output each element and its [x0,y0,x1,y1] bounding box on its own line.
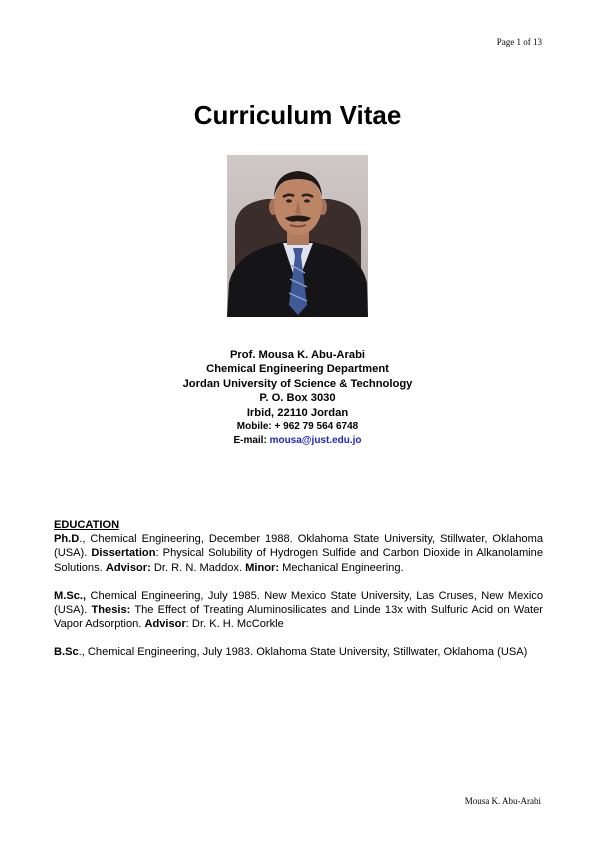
email-link[interactable]: mousa@just.edu.jo [269,435,362,447]
bsc-degree: B.Sc [54,646,79,659]
education-section [54,518,543,660]
education-entry-msc [54,589,543,632]
phd-advisor: Dr. R. N. Maddox. [150,561,246,574]
msc-advisor: : Dr. K. H. McCorkle [185,618,284,631]
phd-minor: Mechanical Engineering. [279,561,404,574]
contact-university: Jordan University of Science & Technology [182,377,413,390]
contact-city: Irbid, 22110 Jordan [246,406,349,419]
contact-block [0,348,595,448]
phd-dissertation-label: Dissertation [91,547,156,560]
msc-thesis-label: Thesis: [91,604,131,617]
phd-minor-label: Minor: [245,561,280,574]
phd-details: ., Chemical Engineering, December 1988. Oklahoma State University, Stillwater, Oklahoma (USA). [54,533,543,560]
msc-thesis: The Effect of Treating Aluminosilicates and Linde 13x with Sulfuric Acid on Water Vapor Adsorption. [54,604,543,631]
profile-photo [227,155,368,317]
email-label: E-mail: [233,435,270,447]
msc-advisor-label: Advisor [144,618,186,631]
msc-degree: M.Sc., [54,589,87,602]
education-entry-bsc [54,645,543,659]
education-heading: EDUCATION [54,519,120,531]
contact-name: Prof. Mousa K. Abu-Arabi [229,349,366,361]
footer-author: Mousa K. Abu-Arabi [464,796,541,806]
phd-degree: Ph.D [54,533,80,546]
page-number: Page 1 of 13 [496,37,542,47]
phd-advisor-label: Advisor: [105,561,151,574]
contact-email-line [0,434,595,448]
contact-mobile: Mobile: + 962 79 564 6748 [236,421,359,433]
page-title: Curriculum Vitae [193,100,402,130]
contact-department: Chemical Engineering Department [206,363,389,376]
phd-dissertation: : Physical Solubility of Hydrogen Sulfide and Carbon Dioxide in Alkanolamine Solutions. [54,547,543,574]
education-entry-phd [54,532,543,575]
contact-po-box: P. O. Box 3030 [259,392,336,405]
bsc-details: ., Chemical Engineering, July 1983. Oklahoma State University, Stillwater, Oklahoma (USA) [78,646,528,659]
msc-details: Chemical Engineering, July 1985. New Mexico State University, Las Cruses, New Mexico (USA). [54,589,543,617]
